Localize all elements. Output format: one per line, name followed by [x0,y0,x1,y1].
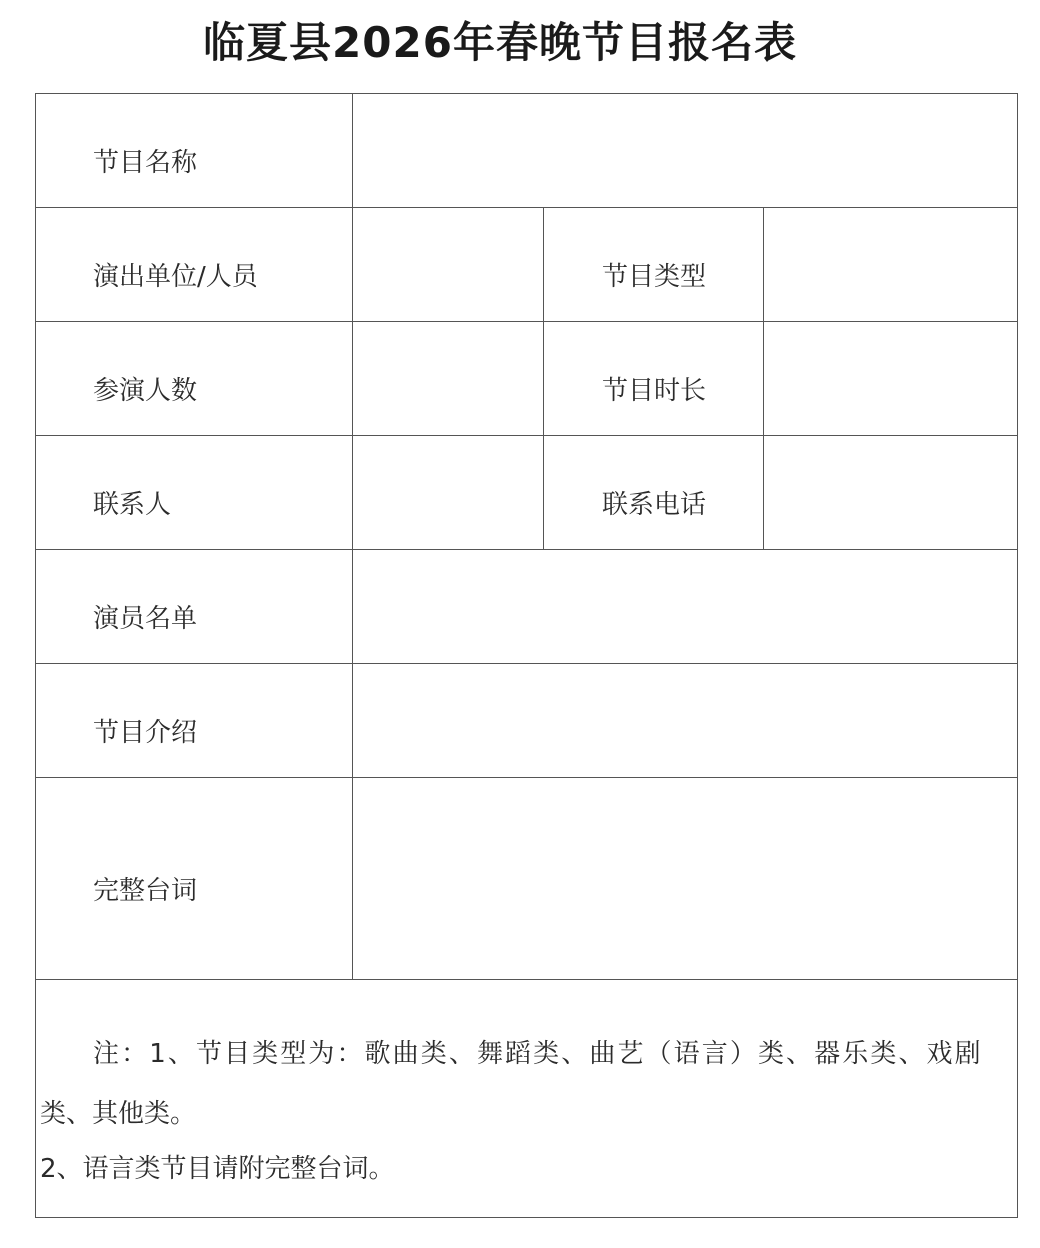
label-program-duration: 节目时长 [602,376,707,406]
label-program-type: 节目类型 [602,262,707,292]
row-divider [35,549,1018,550]
program-type-cell[interactable] [765,209,1016,320]
full-script-cell[interactable] [354,779,1016,978]
program-name-cell[interactable] [354,95,1016,206]
label-contact-person: 联系人 [93,490,172,520]
performer-list-cell[interactable] [354,551,1016,662]
row-divider [35,777,1018,778]
label-full-script: 完整台词 [93,876,198,906]
program-intro-cell[interactable] [354,665,1016,776]
form-title: 临夏县2026年春晚节目报名表 [203,18,797,67]
column-divider [543,207,544,549]
note-line-1: 注：1、节目类型为：歌曲类、舞蹈类、曲艺（语言）类、器乐类、戏剧 [93,1039,983,1069]
column-divider [352,93,353,979]
contact-person-cell[interactable] [354,437,542,548]
performer-count-cell[interactable] [354,323,542,434]
label-performer-unit: 演出单位/人员 [93,262,258,292]
row-divider [35,663,1018,664]
note-line-2: 2、语言类节目请附完整台词。 [40,1154,395,1184]
row-divider [35,321,1018,322]
program-duration-cell[interactable] [765,323,1016,434]
label-program-intro: 节目介绍 [93,718,198,748]
label-performer-list: 演员名单 [93,604,198,634]
performer-unit-cell[interactable] [354,209,542,320]
note-line-1-continued: 类、其他类。 [40,1099,197,1129]
column-divider [763,207,764,549]
label-program-name: 节目名称 [93,148,198,178]
row-divider [35,435,1018,436]
row-divider [35,207,1018,208]
row-divider [35,979,1018,980]
label-contact-phone: 联系电话 [602,490,707,520]
contact-phone-cell[interactable] [765,437,1016,548]
label-performer-count: 参演人数 [93,376,198,406]
